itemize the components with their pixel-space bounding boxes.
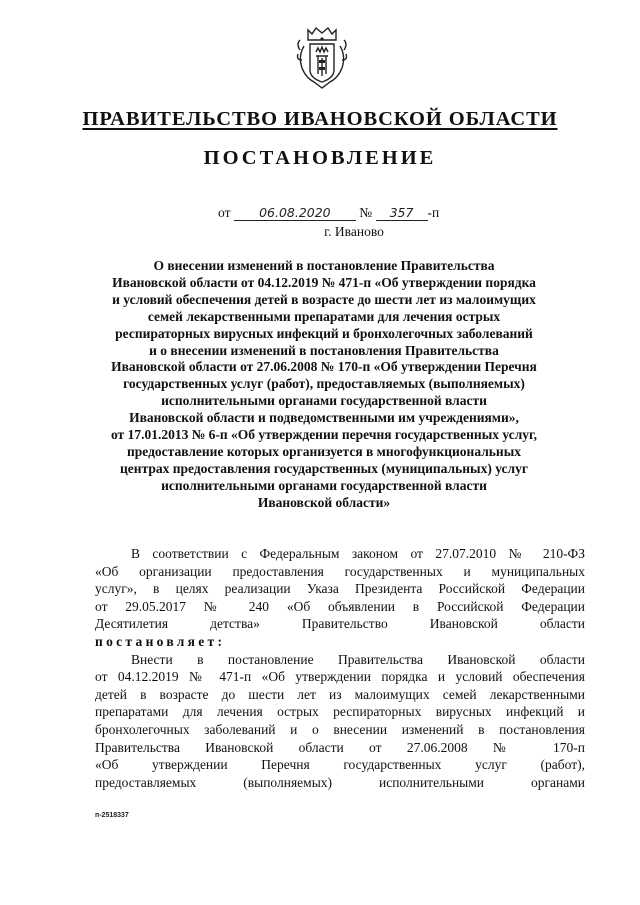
number-sign: № (359, 205, 373, 220)
body-line: Внести в постановление Правительства Ивановской области (131, 651, 585, 667)
organization-name: ПРАВИТЕЛЬСТВО ИВАНОВСКОЙ ОБЛАСТИ (82, 108, 558, 130)
body-line: бронхолегочных заболеваний и о внесении изменений в постановления (95, 721, 585, 737)
title-line: Ивановской области от 04.12.2019 № 471-п «Об утверждении порядка (112, 274, 536, 290)
title-line: и условий обеспечения детей в возрасте до шести лет из малоимущих (112, 291, 536, 307)
resolution-word-text: постановляет: (95, 633, 226, 649)
title-line: исполнительными органами государственной власти (161, 477, 487, 493)
body-line: препаратами для лечения острых респираторных вирусных инфекций и (95, 704, 585, 720)
title-line: О внесении изменений в постановление Правительства (153, 258, 495, 273)
document-code: п-2518337 (95, 812, 129, 819)
document-title (84, 258, 564, 512)
body-line: детей в возрасте до шести лет из малоимущих семей лекарственными (95, 686, 585, 702)
body-line: услуг», в целях реализации Указа Президента Российской Федерации (95, 581, 585, 597)
title-line: и о внесении изменений в постановления Правительства (149, 342, 499, 358)
title-line: центрах предоставления государственных (муниципальных) услуг (120, 460, 528, 476)
coat-of-arms-icon (294, 26, 350, 90)
title-line: от 17.01.2013 № 6-п «Об утверждении перечня государственных услуг, (110, 427, 538, 443)
title-line: респираторных вирусных инфекций и бронхолегочных заболеваний (115, 325, 533, 341)
resolution-word (95, 633, 585, 651)
date-prefix: от (218, 205, 231, 220)
body-line: от 04.12.2019 № 471-п «Об утверждении порядка и условий обеспечения (95, 669, 585, 685)
handwritten-number: 357 (376, 206, 428, 221)
city-name: г. Иваново (324, 224, 384, 239)
body-line: «Об утверждении Перечня государственных услуг (работ), (95, 757, 585, 773)
document-type: ПОСТАНОВЛЕНИЕ (203, 147, 437, 169)
title-line: государственных услуг (работ), предоставляемых (выполняемых) (123, 376, 525, 392)
body-line: предоставляемых (выполняемых) исполнительными органами (95, 774, 585, 790)
body-line: В соответствии с Федеральным законом от 27.07.2010 № 210-ФЗ (131, 546, 585, 561)
title-line: семей лекарственными препаратами для лечения острых (147, 308, 501, 324)
title-line: Ивановской области» (257, 494, 391, 510)
handwritten-date: 06.08.2020 (234, 206, 356, 221)
title-line: предоставление которых организуется в многофункциональных (127, 443, 521, 459)
body-line: от 29.05.2017 № 240 «Об объявлении в Российской Федерации (95, 598, 585, 614)
body-line: Десятилетия детства» Правительство Ивановской области (95, 616, 585, 632)
number-suffix: -п (427, 205, 440, 220)
body-line: Правительства Ивановской области от 27.06.2008 № 170-п (95, 739, 585, 755)
title-line: Ивановской области и подведомственными им учреждениями», (129, 410, 519, 426)
title-line: исполнительными органами государственной власти (161, 393, 487, 409)
title-line: Ивановской области от 27.06.2008 № 170-п «Об утверждении Перечня (111, 359, 537, 375)
date-number-line (218, 205, 439, 221)
body-line: «Об организации предоставления государственных и муниципальных (95, 563, 585, 579)
document-body (95, 545, 585, 791)
